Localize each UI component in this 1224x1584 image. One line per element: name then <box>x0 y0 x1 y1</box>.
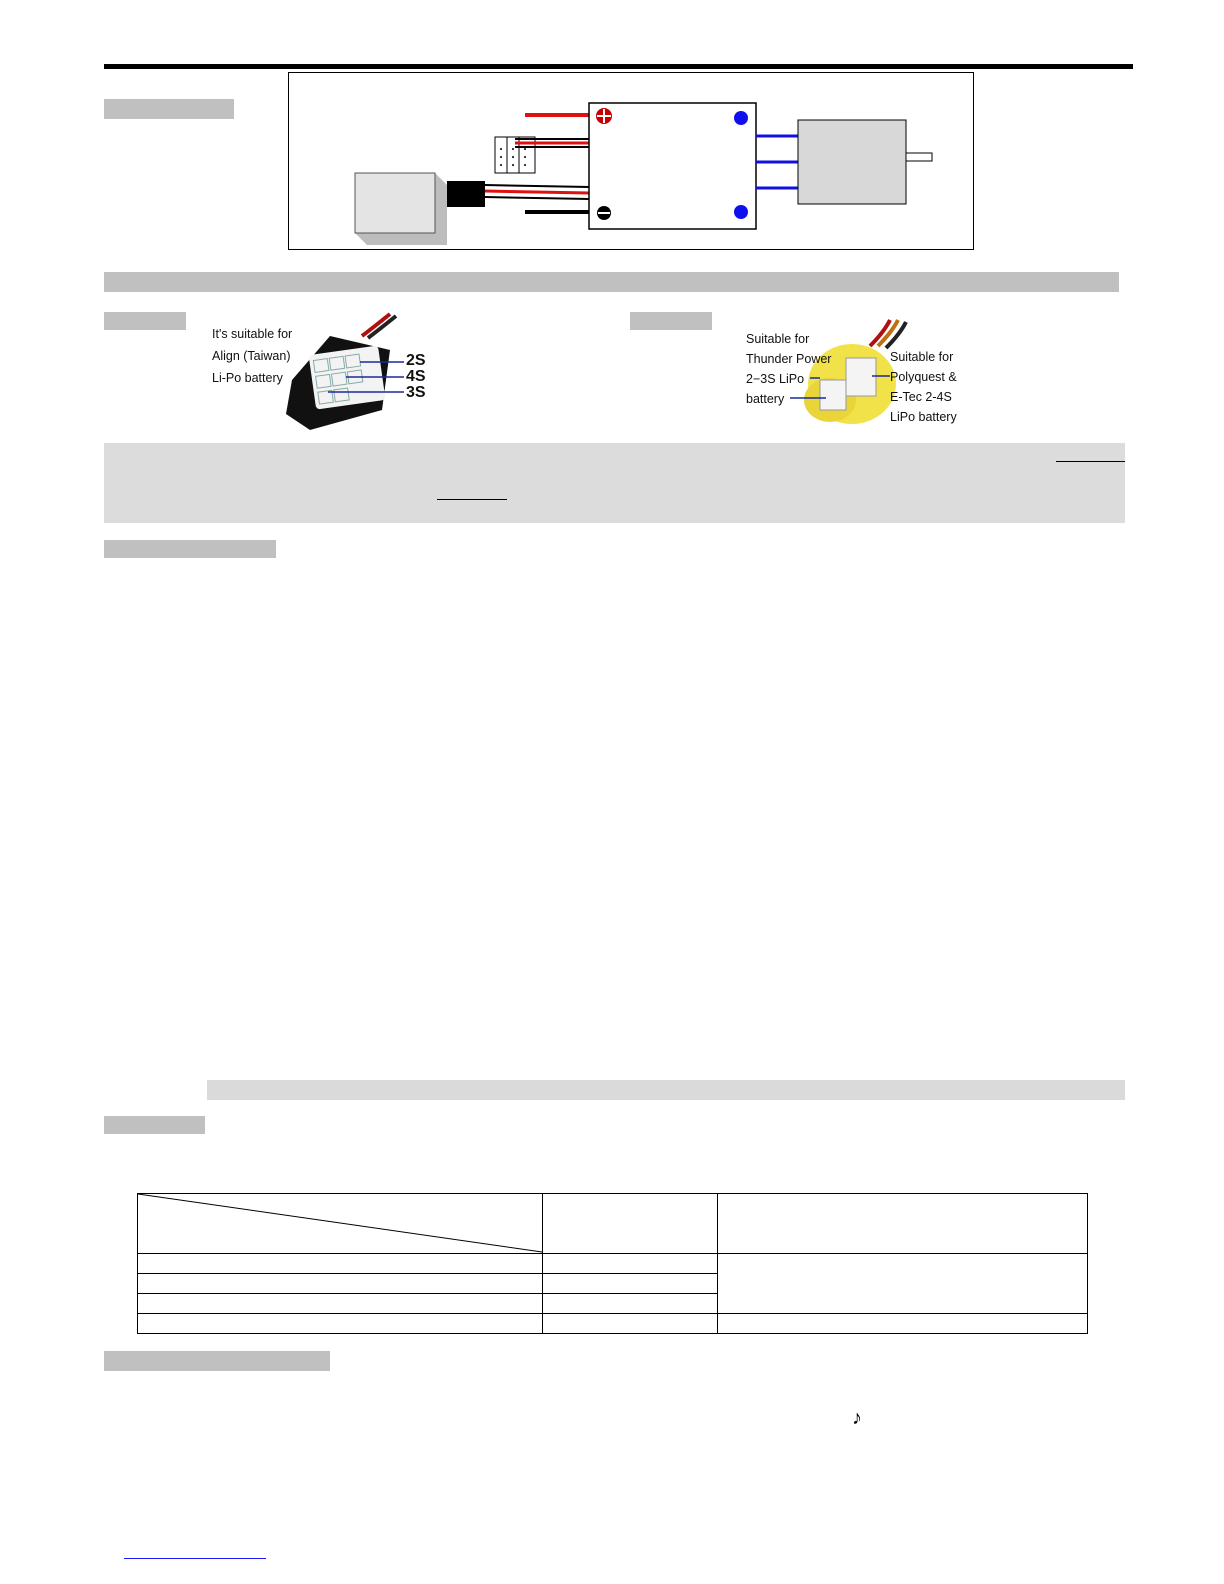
photo-caption-line: It's suitable for <box>212 327 293 341</box>
battery-lead-black <box>485 185 589 187</box>
highlight-bar <box>207 1080 1125 1100</box>
footer-link[interactable] <box>124 1558 266 1559</box>
notice-block <box>104 443 1125 523</box>
motor-shaft <box>906 153 932 161</box>
battery-lead-red <box>485 191 589 193</box>
table-cell <box>543 1254 718 1274</box>
section-heading-bar <box>104 1351 330 1371</box>
photo-caption-line: Suitable for <box>746 332 810 346</box>
motor-terminal-dot-bottom <box>734 205 748 219</box>
corner-diagonal <box>138 1194 542 1254</box>
plus-terminal-icon <box>596 108 612 124</box>
table-header-row <box>138 1194 1088 1254</box>
table-header-cell <box>543 1194 718 1254</box>
table-row <box>138 1254 1088 1274</box>
settings-table <box>137 1193 1088 1334</box>
table-row <box>138 1314 1088 1334</box>
photo-caption-line: Align (Taiwan) <box>212 349 291 363</box>
underline-mark <box>437 499 507 500</box>
photo-caption-line: 2−3S LiPo <box>746 372 805 386</box>
photo-caption-line: battery <box>746 392 785 406</box>
esc-body <box>589 103 756 229</box>
battery-pack <box>355 173 485 245</box>
battery-lead-black-2 <box>485 197 589 199</box>
photo-caption-line: LiPo battery <box>890 410 957 424</box>
section-heading-bar <box>104 540 276 558</box>
section-heading-bar <box>104 99 234 119</box>
wiring-diagram-svg <box>289 73 973 249</box>
table-cell <box>543 1314 718 1334</box>
photo-label-bar-right <box>630 312 712 330</box>
table-cell <box>138 1294 543 1314</box>
table-cell <box>138 1314 543 1334</box>
photo-label-bar-left <box>104 312 186 330</box>
table-cell <box>138 1254 543 1274</box>
table-cell <box>718 1254 1088 1314</box>
marker-label: 2S <box>406 352 426 369</box>
table-cell <box>543 1294 718 1314</box>
marker-label: 4S <box>406 368 426 385</box>
photo-caption-line: Polyquest & <box>890 370 957 384</box>
motor-terminal-dot-top <box>734 111 748 125</box>
underline-mark <box>1056 461 1125 462</box>
section-heading-bar <box>104 1116 205 1134</box>
thunderpower-connector-photo <box>740 316 990 432</box>
table-header-cell <box>718 1194 1088 1254</box>
section-divider-bar <box>104 272 1119 292</box>
photo-caption-line: Thunder Power <box>746 352 832 366</box>
marker-label: 3S <box>406 384 426 401</box>
music-note-icon: ♪ <box>852 1407 862 1429</box>
photo-caption-line: Suitable for <box>890 350 954 364</box>
table-cell <box>718 1314 1088 1334</box>
align-connector-photo <box>200 310 450 434</box>
photo-caption-line: E-Tec 2-4S <box>890 390 952 404</box>
header-rule <box>104 64 1133 69</box>
table-corner-cell <box>138 1194 543 1254</box>
table-cell <box>543 1274 718 1294</box>
photo-caption-line: Li-Po battery <box>212 371 283 385</box>
wiring-diagram <box>288 72 974 250</box>
minus-terminal-icon <box>597 206 611 220</box>
motor-body <box>798 120 906 204</box>
table-cell <box>138 1274 543 1294</box>
